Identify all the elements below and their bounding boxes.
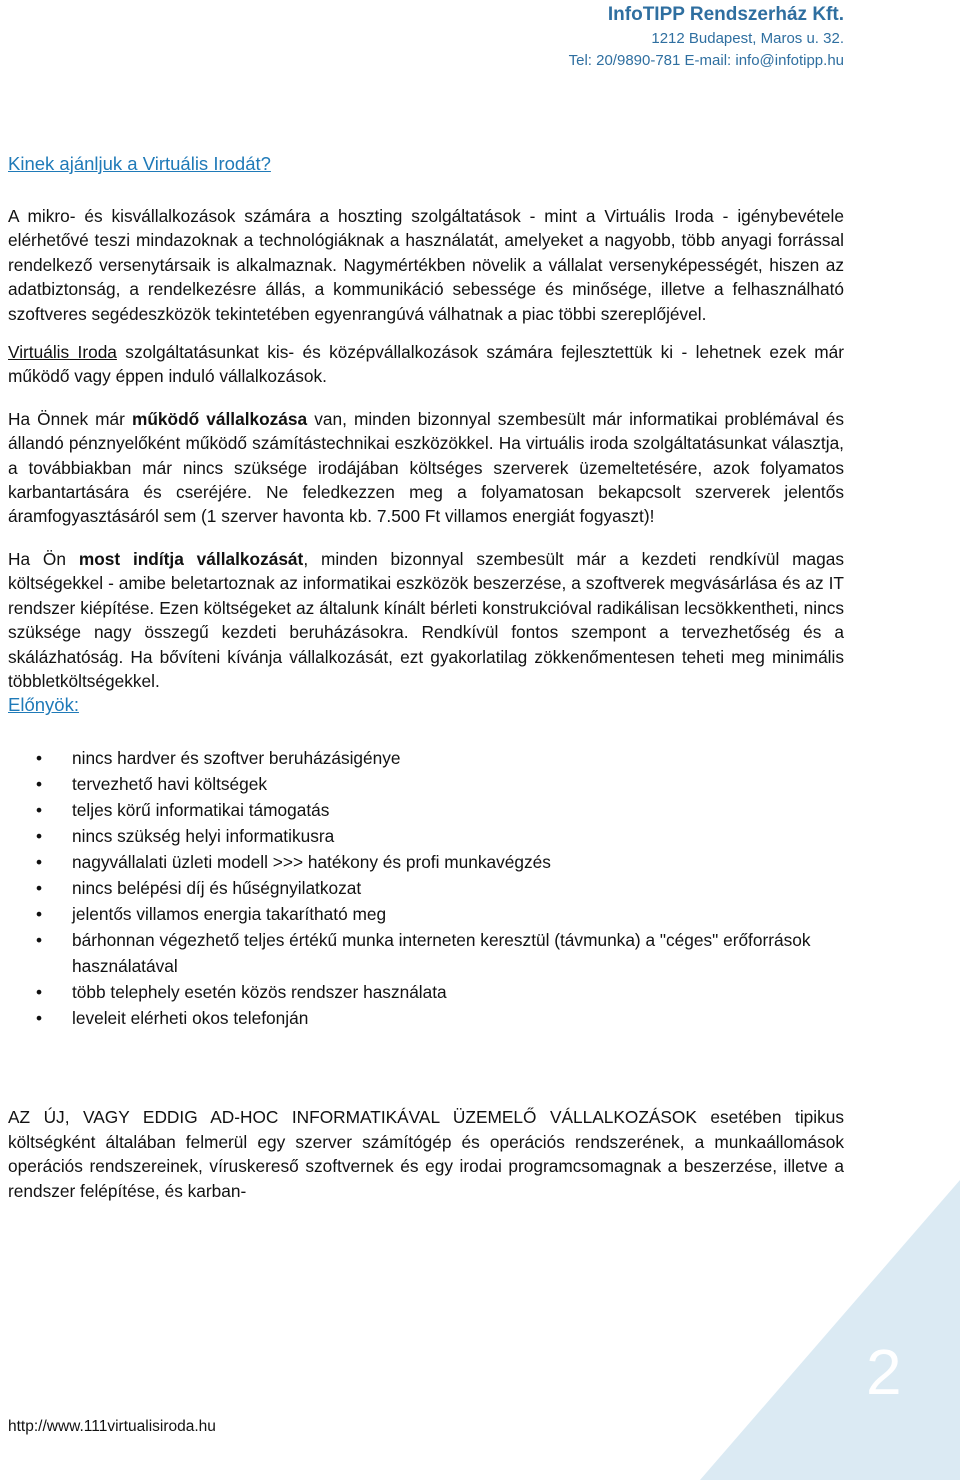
bullet-icon: •: [36, 904, 43, 925]
list-item: [8, 1005, 844, 1031]
document-body: [8, 152, 844, 1203]
paragraph-virtual-office-text: szolgáltatásunkat kis- és középvállalkozások számára fejlesztettük ki - lehetnek ezek már működő vagy éppen induló vállalkozások.: [8, 342, 844, 387]
bullet-icon: •: [36, 878, 43, 899]
page-number: 2: [866, 1336, 902, 1408]
paragraph-existing-business-lead: Ha Önnek már: [8, 408, 132, 429]
paragraph-existing-business: [8, 407, 844, 529]
advantages-title: Előnyök:: [8, 694, 79, 716]
bullet-icon: •: [36, 852, 43, 873]
list-item-text: nagyvállalati üzleti modell >>> hatékony és profi munkavégzés: [72, 852, 551, 873]
list-item: [8, 745, 844, 771]
list-item: [8, 771, 844, 797]
letterhead: [569, 2, 844, 72]
section-title: Kinek ajánljuk a Virtuális Irodát?: [8, 153, 271, 174]
list-item: [8, 927, 844, 979]
list-item: [8, 823, 844, 849]
existing-business-emphasis: működő vállalkozása: [131, 408, 308, 429]
bullet-icon: •: [36, 930, 43, 951]
list-item: [8, 797, 844, 823]
list-item: [8, 901, 844, 927]
list-item-text: leveleit elérheti okos telefonján: [72, 1008, 309, 1029]
paragraph-intro: A mikro- és kisvállalkozások számára a hoszting szolgáltatások - mint a Virtuális Iroda - igénybevétele elérhetővé teszi mindazoknak a technológiáknak a használatát, amelyeket a nagyobb, több anyagi forrással rendelkező versenytársaik is alkalmaznak. Nagymértékben növelik a vállalat versenyképességét, hiszen az adatbiztonság, a rendelkezésre állás, a kommunikáció sebessége és minősége, illetve a felhasználható szoftveres segédeszközök tekintetében egyenrangúvá válhatnak a piac többi szereplőjével.: [8, 206, 844, 324]
virtual-office-link[interactable]: Virtuális Iroda: [8, 342, 117, 363]
list-item-text: tervezhető havi költségek: [72, 774, 268, 795]
footer-url[interactable]: http://www.111virtualisiroda.hu: [8, 1418, 216, 1435]
company-contact: Tel: 20/9890-781 E-mail: info@infotipp.hu: [568, 52, 844, 69]
paragraph-existing-business-text: van, minden bizonnyal szembesült már informatikai problémával és állandó pénznyelőként működő számítástechnikai eszközökkel. Ha virtuális iroda szolgáltatásunkat választja, a továbbiakban már nincs szüksége irodájában költséges szerverek üzemeltetésére, azok folyamatos karbantartására és cseréjére. Ne feledkezzen meg a folyamatosan bekapcsolt szerverek jelentős áramfogyasztásáról sem (1 szerver havonta kb. 7.500 Ft villamos energiát fogyaszt)!: [8, 408, 844, 527]
bullet-icon: •: [36, 774, 43, 795]
paragraph-virtual-office: [8, 340, 844, 389]
bullet-icon: •: [36, 826, 43, 847]
paragraph-new-business-lead: Ha Ön: [8, 548, 79, 569]
list-item-text: nincs hardver és szoftver beruházásigénye: [72, 748, 401, 769]
advantages-list: [8, 745, 844, 1031]
list-item: [8, 979, 844, 1005]
list-item-text: több telephely esetén közös rendszer használata: [72, 982, 447, 1003]
list-item-text: nincs szükség helyi informatikusra: [72, 826, 335, 847]
company-address: 1212 Budapest, Maros u. 32.: [651, 30, 844, 47]
list-item-text: teljes körű informatikai támogatás: [72, 800, 330, 821]
new-business-emphasis: most indítja vállalkozását: [78, 548, 304, 569]
company-name: InfoTIPP Rendszerház Kft.: [607, 4, 844, 25]
list-item: [8, 875, 844, 901]
list-item-text: nincs belépési díj és hűségnyilatkozat: [72, 878, 362, 899]
list-item-text: jelentős villamos energia takarítható meg: [72, 904, 387, 925]
list-item: [8, 849, 844, 875]
bullet-icon: •: [36, 982, 43, 1003]
bullet-icon: •: [36, 748, 43, 769]
bullet-icon: •: [36, 1008, 43, 1029]
paragraph-new-business-text: , minden bizonnyal szembesült már a kezdeti rendkívül magas költségekkel - amibe beletartoznak az informatikai eszközök beszerzése, a szoftverek megvásárlása és az IT rendszer kiépítése. Ezen költségeket az általunk kínált bérleti konstrukcióval radikálisan lecsökkentheti, nincs szüksége nagy összegű kezdeti beruházásokra. Rendkívül fontos szempont a tervezhetőség és a skálázhatóság. Ha bővíteni kívánja vállalkozását, ezt gyakorlatilag zökkenőmentesen teheti meg minimális többletköltségekkel.: [8, 548, 845, 691]
corner-decoration: [700, 1180, 960, 1480]
list-item-text: bárhonnan végezhető teljes értékű munka interneten keresztül (távmunka) a "céges" erőforrások használatával: [72, 930, 811, 977]
bullet-icon: •: [36, 800, 43, 821]
paragraph-new-business: [8, 547, 844, 693]
paragraph-costs: AZ ÚJ, VAGY EDDIG AD-HOC INFORMATIKÁVAL ÜZEMELŐ VÁLLALKOZÁSOK esetében tipikus költségként általában felmerül egy szerver számítógép és operációs rendszerének, a munkaállomások operációs rendszereinek, víruskereső szoftvernek és egy irodai programcsomagnak a beszerzése, illetve a rendszer felépítése, és karban-: [8, 1107, 844, 1201]
